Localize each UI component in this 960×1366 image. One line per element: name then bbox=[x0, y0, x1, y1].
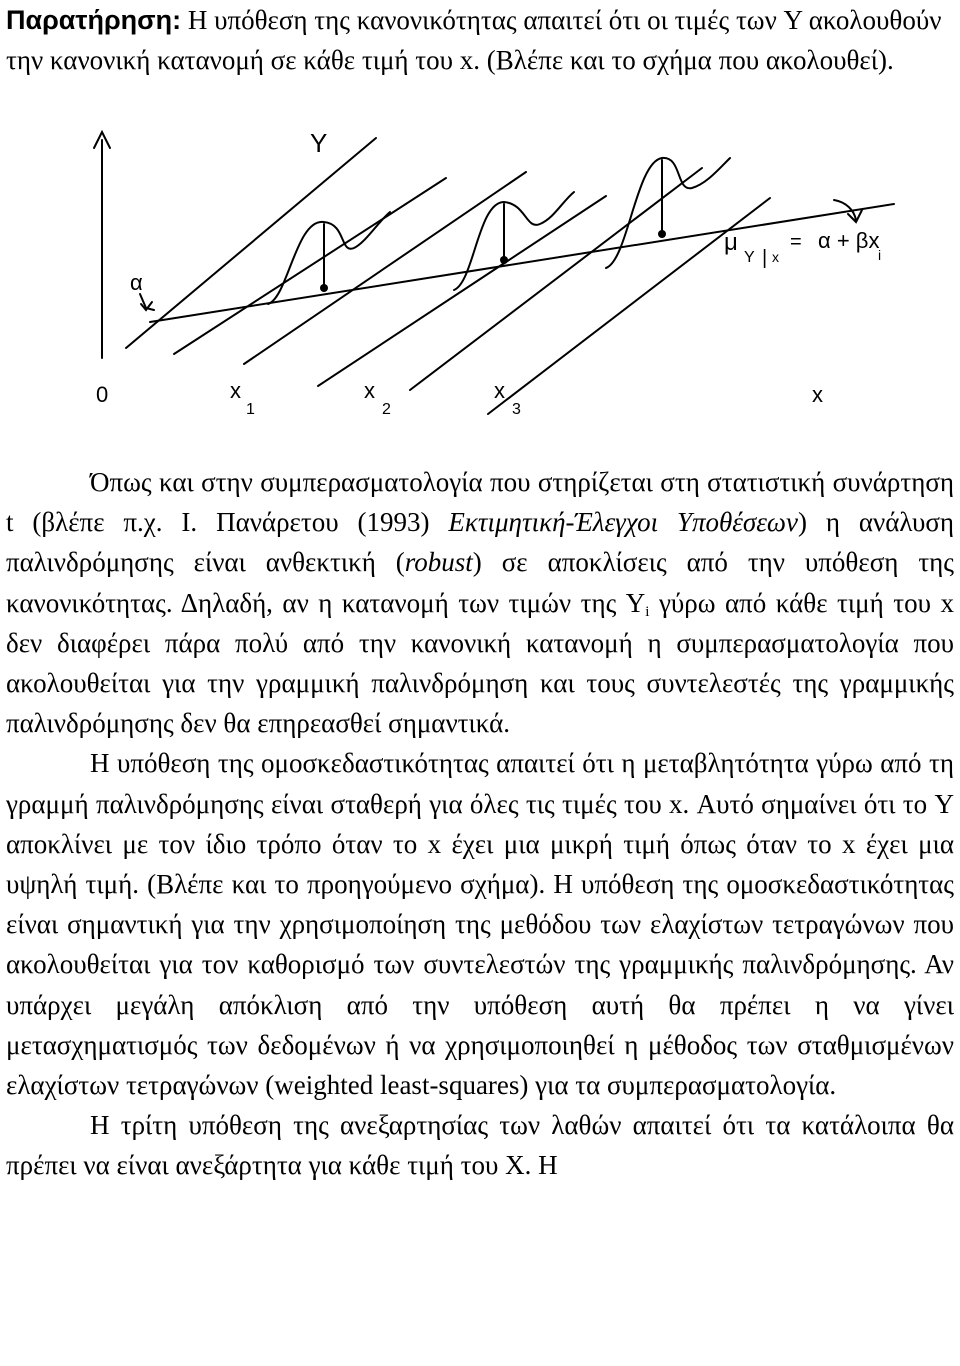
x3-tick-sub: 3 bbox=[512, 401, 521, 418]
note-label: Παρατήρηση: bbox=[6, 5, 182, 35]
alpha-label: α bbox=[130, 270, 143, 295]
mean-point-3 bbox=[658, 230, 666, 238]
origin-label: 0 bbox=[96, 382, 109, 407]
p1-text-2: ) η ανάλυση παλινδρόμησης είναι ανθεκτική ( bbox=[6, 507, 954, 578]
note-paragraph bbox=[6, 0, 954, 80]
body-text bbox=[6, 462, 954, 1186]
regression-diagram bbox=[6, 118, 954, 428]
eq-given-x: x bbox=[772, 249, 779, 265]
paragraph-2: Η υπόθεση της ομοσκεδαστικότητας απαιτεί ότι η μεταβλητότητα γύρω από τη γραμμή παλινδρόμησης είναι σταθερή για όλες τις τιμές του x. Αυτό σημαίνει ότι το Y αποκλίνει με τον ίδιο τρόπο όταν το x έχει μια μικρή τιμή όπως όταν το x έχει μια υψηλή τιμή. (Βλέπε και το προηγούμενο σχήμα). Η υπόθεση της ομοσκεδαστικότητας είναι σημαντική για την χρησιμοποίηση της μεθόδου των ελαχίστων τετραγώνων που ακολουθείται για τον καθορισμό των συντελεστών της γραμμικής παλινδρόμησης. Αν υπάρχει μεγάλη απόκλιση από την υπόθεση αυτή θα πρέπει η να γίνει μετασχηματισμός των δεδομένων ή να χρησιμοποιηθεί η μέθοδος των σταθμισμένων ελαχίστων τετραγώνων (weighted least-squares) για τα συμπερασματολογία. bbox=[6, 748, 954, 1101]
normal-curve-2 bbox=[454, 192, 574, 290]
y-axis-label: Y bbox=[310, 128, 328, 158]
paragraph-1 bbox=[6, 462, 954, 743]
x1-tick-label: x bbox=[230, 378, 241, 403]
eq-bar: | bbox=[762, 247, 768, 269]
p1-text-3: ) σε αποκλίσεις από την υπόθεση της κανονικότητας. Δηλαδή, αν η κατανομή των τιμών της Y bbox=[6, 547, 954, 618]
x1-tick-sub: 1 bbox=[246, 401, 255, 418]
p1-text-1: Όπως και στην συμπερασματολογία που στηρίζεται στη στατιστική συνάρτηση t (βλέπε π.χ. Ι. Πανάρετου (1993) bbox=[6, 467, 954, 538]
document-page bbox=[6, 0, 954, 1181]
note-text: Η υπόθεση της κανονικότητας απαιτεί ότι οι τιμές των Y ακολουθούν την κανονική κατανομή σε κάθε τιμή του x. (Βλέπε και το σχήμα που ακολουθεί). bbox=[6, 5, 942, 75]
eq-sub-i: i bbox=[878, 247, 882, 263]
x2-tick-label: x bbox=[364, 378, 375, 403]
slanted-line-1 bbox=[126, 138, 376, 348]
eq-equals: = bbox=[790, 231, 802, 253]
mean-point-2 bbox=[500, 256, 508, 264]
x2-tick-sub: 2 bbox=[382, 401, 391, 418]
eq-rhs: α + βx bbox=[818, 228, 880, 253]
label-arrow bbox=[834, 200, 856, 220]
eq-cond-y: Y bbox=[744, 249, 755, 266]
p1-text-4: γύρω από κάθε τιμή του x δεν διαφέρει πάρα πολύ από την κανονική κατανομή η συμπερασματολογία που ακολουθείται για την γραμμική παλινδρόμηση και τους συντελεστές της γραμμικής παλινδρόμησης δεν θα επηρεασθεί σημαντικά. bbox=[6, 587, 954, 739]
p1-sub-i: i bbox=[645, 603, 650, 620]
p1-book-title: Εκτιμητική-Έλεγχοι Υποθέσεων bbox=[448, 507, 798, 538]
eq-mu: μ bbox=[724, 229, 738, 256]
paragraph-3: Η τρίτη υπόθεση της ανεξαρτησίας των λαθών απαιτεί ότι τα κατάλοιπα θα πρέπει να είναι ανεξάρτητα για κάθε τιμή του X. Η bbox=[6, 1110, 954, 1181]
normal-curve-3 bbox=[606, 158, 730, 268]
regression-figure bbox=[6, 118, 954, 428]
p1-robust: robust bbox=[404, 547, 473, 578]
slanted-line-5 bbox=[410, 168, 702, 390]
x-axis-label: x bbox=[812, 382, 823, 407]
mean-point-1 bbox=[320, 284, 328, 292]
x3-tick-label: x bbox=[494, 378, 505, 403]
